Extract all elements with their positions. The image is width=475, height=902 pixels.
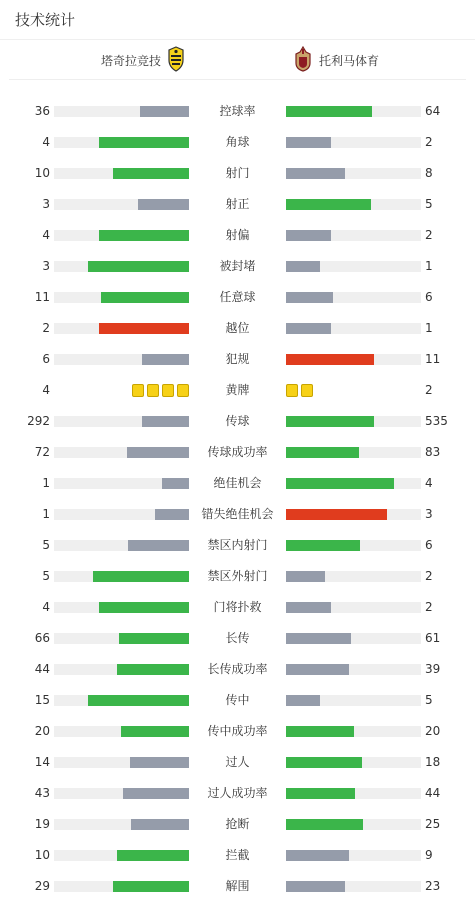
deportes-tolima-crest-icon [293, 46, 313, 75]
home-stat-bar-fill [138, 199, 189, 210]
stat-label: 过人成功率 [207, 786, 268, 800]
stat-row [0, 313, 475, 344]
home-stat-bar-fill [121, 726, 189, 737]
home-stat-value: 10 [34, 848, 50, 862]
home-stat-bar [54, 292, 189, 303]
away-stat-value: 39 [425, 662, 441, 676]
home-stat-bar-fill [130, 757, 189, 768]
home-stat-value: 14 [34, 755, 50, 769]
away-stat-value: 83 [425, 445, 441, 459]
away-stat-bar-fill [286, 230, 331, 241]
away-stat-bar-fill [286, 106, 372, 117]
home-stat-bar [54, 571, 189, 582]
home-stat-bar-fill [113, 881, 189, 892]
away-stat-bar-fill [286, 447, 359, 458]
away-stat-value: 2 [425, 383, 433, 397]
home-stat-bar [54, 695, 189, 706]
away-stat-bar-fill [286, 168, 345, 179]
home-stat-value: 1 [42, 507, 50, 521]
home-stat-bar-fill [131, 819, 189, 830]
away-stat-bar-fill [286, 881, 345, 892]
away-stat-bar-fill [286, 292, 333, 303]
stat-label: 射偏 [225, 228, 250, 242]
home-stat-value: 5 [42, 569, 50, 583]
home-stat-bar [54, 540, 189, 551]
stat-row [0, 623, 475, 654]
home-stat-bar-fill [88, 261, 189, 272]
away-stat-bar [286, 571, 421, 582]
stat-label: 传球成功率 [207, 445, 268, 459]
home-stat-bar-fill [88, 695, 189, 706]
home-stat-value: 43 [34, 786, 50, 800]
away-stat-value: 6 [425, 538, 433, 552]
stat-label: 犯规 [225, 352, 250, 366]
stat-label: 禁区外射门 [207, 569, 268, 583]
home-stat-value: 20 [34, 724, 50, 738]
away-stat-value: 3 [425, 507, 433, 521]
away-stat-value: 5 [425, 197, 433, 211]
home-stat-bar [54, 633, 189, 644]
home-stat-bar-fill [128, 540, 189, 551]
home-stat-bar-fill [99, 137, 189, 148]
home-yellow-cards [132, 384, 189, 397]
stat-row [0, 530, 475, 561]
home-stat-value: 36 [34, 104, 50, 118]
home-stat-bar-fill [155, 509, 189, 520]
stat-label: 绝佳机会 [213, 476, 262, 490]
away-stat-bar-fill [286, 137, 331, 148]
home-stat-bar [54, 881, 189, 892]
away-stat-bar [286, 664, 421, 675]
home-stat-bar-fill [140, 106, 189, 117]
home-stat-value: 2 [42, 321, 50, 335]
stat-row [0, 251, 475, 282]
stat-label: 门将扑救 [213, 600, 262, 614]
away-stat-value: 2 [425, 228, 433, 242]
away-stat-bar [286, 540, 421, 551]
away-stat-value: 2 [425, 135, 433, 149]
home-stat-bar-fill [99, 323, 189, 334]
away-stat-bar [286, 168, 421, 179]
home-stat-value: 6 [42, 352, 50, 366]
home-stat-value: 11 [34, 290, 50, 304]
home-stat-value: 15 [34, 693, 50, 707]
away-stat-value: 18 [425, 755, 441, 769]
stat-row [0, 127, 475, 158]
away-stat-value: 44 [425, 786, 441, 800]
stat-label: 控球率 [219, 104, 256, 118]
away-stat-bar [286, 819, 421, 830]
away-stat-bar [286, 726, 421, 737]
stat-row [0, 96, 475, 127]
yellow-card-icon [147, 384, 159, 397]
yellow-card-icon [286, 384, 298, 397]
away-stat-bar [286, 602, 421, 613]
away-stat-value: 64 [425, 104, 441, 118]
away-stat-value: 2 [425, 569, 433, 583]
stat-row [0, 809, 475, 840]
away-stat-bar-fill [286, 633, 351, 644]
home-stat-bar-fill [119, 633, 189, 644]
home-stat-bar-fill [99, 602, 189, 613]
stat-label: 被封堵 [219, 259, 256, 273]
home-stat-value: 72 [34, 445, 50, 459]
stat-label: 射正 [225, 197, 250, 211]
away-stat-value: 4 [425, 476, 433, 490]
away-stat-bar [286, 788, 421, 799]
stat-row [0, 654, 475, 685]
yellow-card-icon [132, 384, 144, 397]
yellow-card-icon [301, 384, 313, 397]
stat-row [0, 468, 475, 499]
home-stat-bar-fill [99, 230, 189, 241]
away-stat-bar-fill [286, 757, 362, 768]
away-stat-value: 5 [425, 693, 433, 707]
home-stat-value: 3 [42, 259, 50, 273]
stat-row [0, 778, 475, 809]
home-stat-bar [54, 323, 189, 334]
home-stat-value: 5 [42, 538, 50, 552]
stat-label: 长传 [225, 631, 250, 645]
stat-label: 过人 [225, 755, 250, 769]
away-stat-bar [286, 850, 421, 861]
home-stat-bar [54, 230, 189, 241]
away-stat-value: 25 [425, 817, 441, 831]
home-stat-bar [54, 416, 189, 427]
deportivo-tachira-crest-icon [167, 46, 185, 75]
home-stat-bar [54, 602, 189, 613]
away-stat-value: 8 [425, 166, 433, 180]
home-stat-value: 1 [42, 476, 50, 490]
home-stat-bar-fill [123, 788, 189, 799]
stat-row [0, 282, 475, 313]
home-stat-value: 292 [27, 414, 50, 428]
away-yellow-cards [286, 384, 313, 397]
stat-label: 拦截 [225, 848, 250, 862]
away-stat-value: 1 [425, 321, 433, 335]
away-stat-bar [286, 509, 421, 520]
away-stat-bar [286, 106, 421, 117]
stat-row [0, 406, 475, 437]
stat-row [0, 561, 475, 592]
stat-row [0, 220, 475, 251]
away-stat-bar [286, 447, 421, 458]
home-stat-bar-fill [93, 571, 189, 582]
away-stat-bar-fill [286, 850, 349, 861]
away-stat-bar-fill [286, 323, 331, 334]
home-stat-bar-fill [117, 664, 189, 675]
stat-label: 任意球 [219, 290, 256, 304]
stat-label: 传中成功率 [207, 724, 268, 738]
home-stat-bar [54, 509, 189, 520]
away-stat-bar [286, 478, 421, 489]
away-stat-bar [286, 199, 421, 210]
stat-row [0, 499, 475, 530]
away-stat-bar-fill [286, 788, 355, 799]
away-stat-value: 23 [425, 879, 441, 893]
away-stat-bar-fill [286, 478, 394, 489]
stat-label: 越位 [225, 321, 250, 335]
stat-row [0, 592, 475, 623]
away-stat-bar-fill [286, 664, 349, 675]
home-stat-bar-fill [142, 416, 189, 427]
away-stat-bar-fill [286, 509, 387, 520]
home-stat-bar [54, 757, 189, 768]
away-team[interactable] [293, 40, 379, 80]
home-stat-value: 4 [42, 600, 50, 614]
away-stat-bar [286, 261, 421, 272]
stat-row [0, 840, 475, 871]
away-stat-bar-fill [286, 695, 320, 706]
away-stat-bar-fill [286, 602, 331, 613]
home-stat-bar [54, 354, 189, 365]
home-stat-bar [54, 447, 189, 458]
away-stat-bar [286, 633, 421, 644]
stat-label: 禁区内射门 [207, 538, 268, 552]
away-stat-value: 20 [425, 724, 441, 738]
page-title: 技术统计 [15, 11, 76, 29]
home-team-name: 塔奇拉竞技 [101, 53, 162, 68]
away-stat-bar-fill [286, 540, 360, 551]
home-stat-bar [54, 478, 189, 489]
home-stat-bar [54, 261, 189, 272]
away-stat-bar-fill [286, 571, 325, 582]
home-stat-bar-fill [127, 447, 189, 458]
home-stat-value: 4 [42, 383, 50, 397]
stat-label: 长传成功率 [207, 662, 268, 676]
away-stat-bar-fill [286, 199, 371, 210]
stat-row [0, 871, 475, 902]
away-team-name: 托利马体育 [319, 53, 380, 68]
home-stat-bar [54, 199, 189, 210]
away-stat-bar-fill [286, 819, 363, 830]
away-stat-bar [286, 695, 421, 706]
stat-label: 传球 [225, 414, 250, 428]
home-stat-bar-fill [113, 168, 189, 179]
away-stat-bar-fill [286, 416, 374, 427]
yellow-card-icon [162, 384, 174, 397]
away-stat-bar-fill [286, 261, 320, 272]
away-stat-bar-fill [286, 354, 374, 365]
away-stat-bar [286, 354, 421, 365]
stat-row [0, 375, 475, 406]
yellow-card-icon [177, 384, 189, 397]
stat-row [0, 685, 475, 716]
stat-label: 角球 [225, 135, 250, 149]
away-stat-bar [286, 881, 421, 892]
stat-row [0, 158, 475, 189]
stat-label: 黄牌 [225, 383, 250, 397]
home-stat-bar [54, 137, 189, 148]
home-stat-bar [54, 850, 189, 861]
away-stat-value: 535 [425, 414, 448, 428]
away-stat-bar [286, 292, 421, 303]
teams-header [9, 40, 466, 80]
stat-row [0, 344, 475, 375]
home-stat-value: 4 [42, 228, 50, 242]
home-stat-bar [54, 664, 189, 675]
away-stat-bar [286, 230, 421, 241]
home-team[interactable] [101, 40, 185, 80]
away-stat-value: 9 [425, 848, 433, 862]
stat-row [0, 437, 475, 468]
away-stat-value: 1 [425, 259, 433, 273]
stat-row [0, 189, 475, 220]
stat-label: 错失绝佳机会 [201, 507, 274, 521]
stat-row [0, 747, 475, 778]
page-header [0, 0, 475, 40]
home-stat-bar [54, 726, 189, 737]
home-stat-value: 19 [34, 817, 50, 831]
away-stat-bar [286, 323, 421, 334]
home-stat-value: 29 [34, 879, 50, 893]
home-stat-bar [54, 106, 189, 117]
away-stat-value: 2 [425, 600, 433, 614]
home-stat-bar [54, 788, 189, 799]
home-stat-bar-fill [162, 478, 189, 489]
home-stat-value: 66 [34, 631, 50, 645]
stat-label: 传中 [225, 693, 250, 707]
away-stat-bar [286, 757, 421, 768]
home-stat-bar [54, 819, 189, 830]
away-stat-value: 11 [425, 352, 441, 366]
away-stat-bar [286, 416, 421, 427]
home-stat-bar [54, 168, 189, 179]
home-stat-bar-fill [142, 354, 189, 365]
home-stat-bar-fill [101, 292, 189, 303]
home-stat-value: 44 [34, 662, 50, 676]
away-stat-bar-fill [286, 726, 354, 737]
away-stat-value: 6 [425, 290, 433, 304]
home-stat-value: 4 [42, 135, 50, 149]
away-stat-bar [286, 137, 421, 148]
away-stat-value: 61 [425, 631, 441, 645]
home-stat-value: 10 [34, 166, 50, 180]
home-stat-bar-fill [117, 850, 189, 861]
home-stat-value: 3 [42, 197, 50, 211]
stat-label: 抢断 [225, 817, 250, 831]
stat-row [0, 716, 475, 747]
stat-label: 解围 [225, 879, 250, 893]
stat-label: 射门 [225, 166, 250, 180]
